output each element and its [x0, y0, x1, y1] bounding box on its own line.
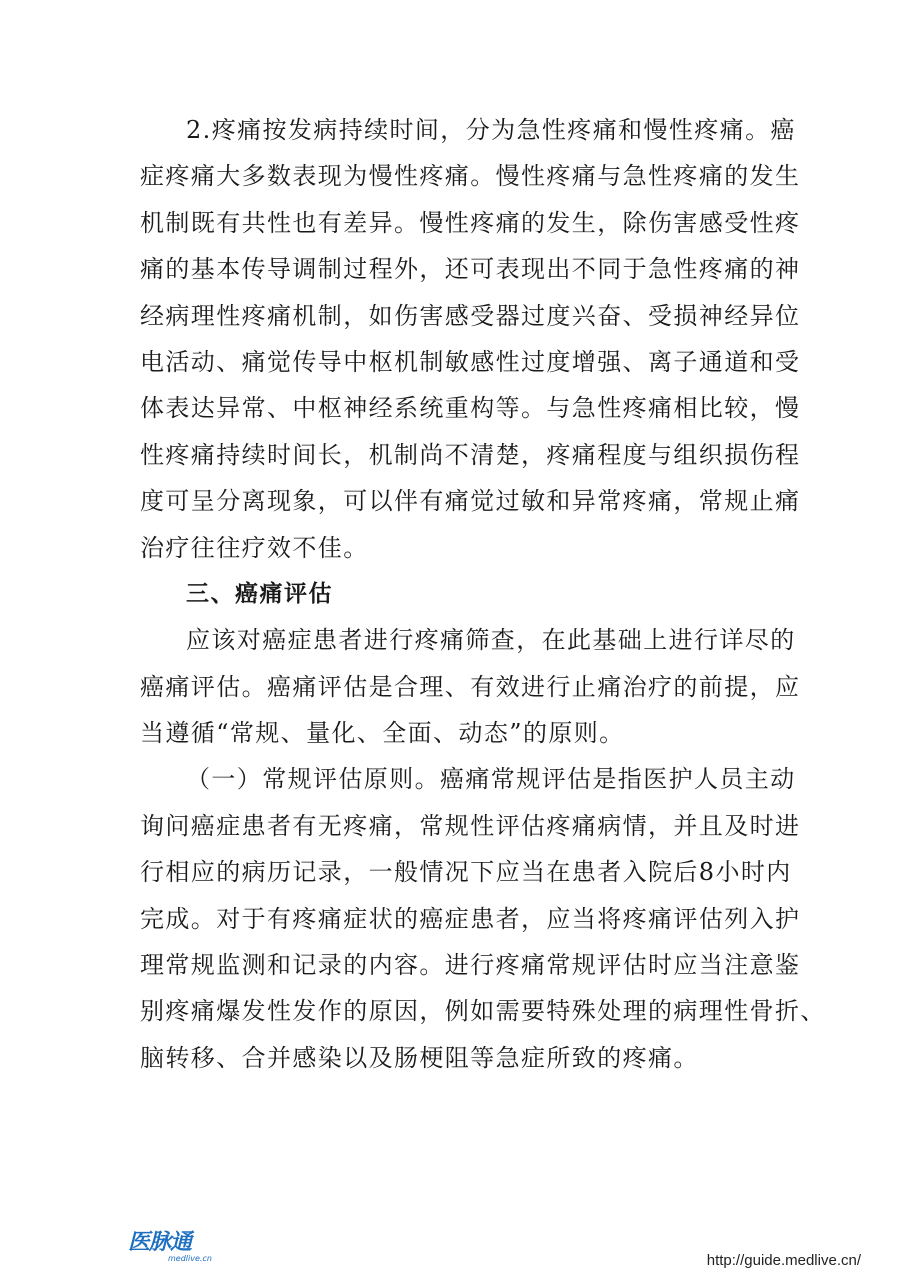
- text-line: 痛的基本传导调制过程外，还可表现出不同于急性疼痛的神: [140, 255, 801, 284]
- section-heading: 三、癌痛评估: [186, 580, 333, 607]
- text-line: 度可呈分离现象，可以伴有痛觉过敏和异常疼痛，常规止痛: [140, 487, 801, 516]
- text-line: 性疼痛持续时间长，机制尚不清楚，疼痛程度与组织损伤程: [140, 440, 801, 469]
- footer-url-link[interactable]: http://guide.medlive.cn/: [706, 1252, 861, 1269]
- medlive-logo: [128, 1226, 238, 1266]
- text-line: 体表达异常、中枢神经系统重构等。与急性疼痛相比较，慢: [140, 394, 801, 423]
- text-line: 理常规监测和记录的内容。进行疼痛常规评估时应当注意鉴: [140, 951, 801, 980]
- text-line: 脑转移、合并感染以及肠梗阻等急症所致的疼痛。: [140, 1043, 699, 1072]
- subsection-label: （一）常规评估原则。: [186, 765, 440, 794]
- subsection-first-line: [140, 756, 796, 802]
- text-line: 机制既有共性也有差异。慢性疼痛的发生，除伤害感受性疼: [140, 208, 801, 237]
- text-line: 症疼痛大多数表现为慢性疼痛。慢性疼痛与急性疼痛的发生: [140, 162, 801, 191]
- text-line: 当遵循“常规、量化、全面、动态”的原则。: [140, 719, 625, 748]
- document-body: [140, 107, 826, 1081]
- text-line: 癌痛评估。癌痛评估是合理、有效进行止痛治疗的前提，应: [140, 672, 801, 701]
- text-line: 行相应的病历记录，一般情况下应当在患者入院后8小时内: [140, 858, 792, 887]
- text-line: 治疗往往疗效不佳。: [140, 533, 369, 562]
- logo-text: 医脉通: [128, 1229, 192, 1255]
- text-line: 完成。对于有疼痛症状的癌症患者，应当将疼痛评估列入护: [140, 904, 801, 933]
- text-line: 询问癌症患者有无疼痛，常规性评估疼痛病情，并且及时进: [140, 811, 801, 840]
- text-line: 电活动、痛觉传导中枢机制敏感性过度增强、离子通道和受: [140, 347, 801, 376]
- text-line: 2.疼痛按发病持续时间，分为急性疼痛和慢性疼痛。癌: [186, 116, 796, 144]
- text-line: 别疼痛爆发性发作的原因，例如需要特殊处理的病理性骨折、: [140, 997, 826, 1026]
- text-fragment: 癌痛常规评估是指医护人员主动: [440, 765, 796, 794]
- logo-subtext: medlive.cn: [168, 1254, 212, 1263]
- logo-mark: [128, 1226, 191, 1254]
- text-line: 应该对癌症患者进行疼痛筛查，在此基础上进行详尽的: [186, 626, 796, 655]
- text-line: 经病理性疼痛机制，如伤害感受器过度兴奋、受损神经异位: [140, 301, 801, 330]
